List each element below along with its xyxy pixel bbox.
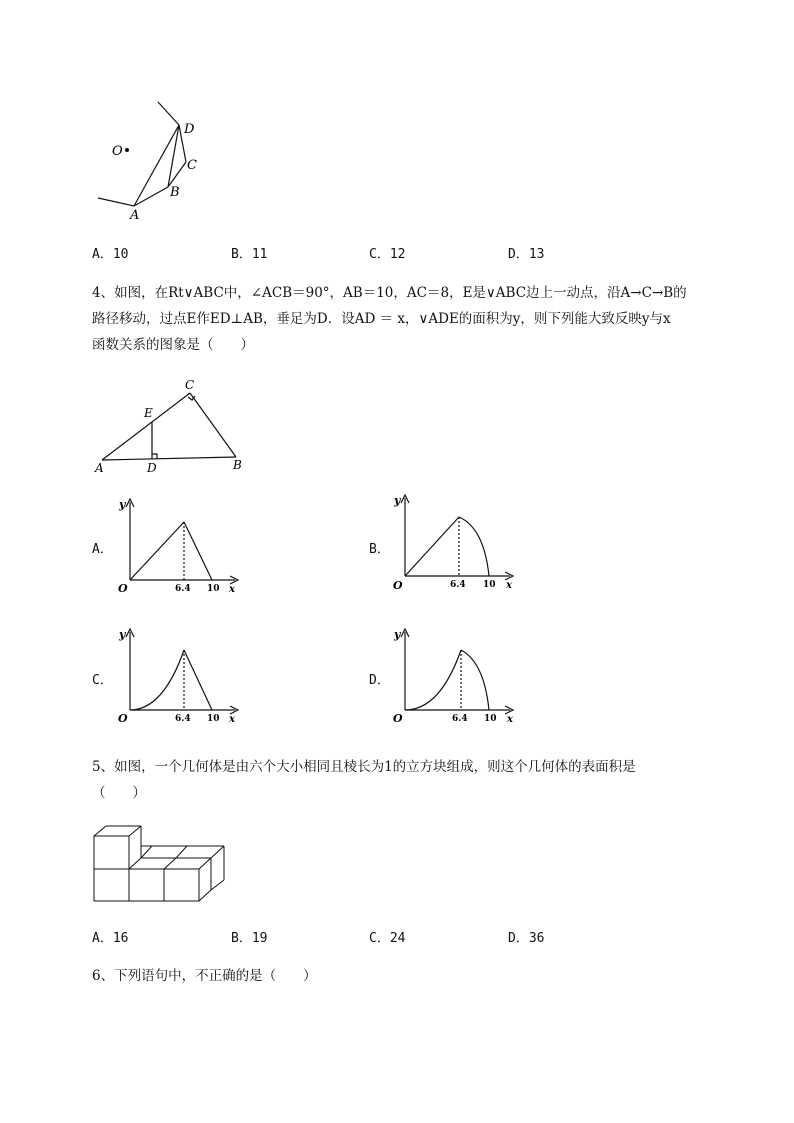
q4-line-3: 函数关系的图象是（ ）: [92, 337, 254, 353]
q4-graph-a-x-label: x: [229, 584, 235, 595]
q5-choice-b[interactable]: B．19: [231, 931, 268, 946]
q4-graph-b-y-label: y: [394, 494, 401, 507]
q4-graph-c-tick1: 6.4: [175, 714, 191, 724]
q5-choice-a[interactable]: A．16: [92, 931, 129, 946]
q3-label-d: D: [184, 122, 195, 137]
q5-line-1: 5、如图，一个几何体是由六个大小相同且棱长为1的立方块组成，则这个几何体的表面积是: [92, 759, 636, 775]
q4-graph-d-y-label: y: [394, 628, 401, 641]
q4-graph-d-tick2: 10: [484, 714, 497, 724]
q4-graph-a-tick2: 10: [207, 584, 220, 594]
q5-cube-figure: [88, 820, 233, 906]
q4-choice-a[interactable]: A．: [92, 542, 113, 557]
q4-graph-c-x-label: x: [229, 714, 235, 725]
q4-graph-d: [388, 622, 523, 730]
q4-choice-c[interactable]: C．: [92, 673, 113, 688]
q4-label-a: A: [95, 461, 104, 475]
q4-graph-c-origin: O: [118, 712, 128, 725]
q4-graph-d-origin: O: [393, 712, 403, 725]
q4-graph-d-x-label: x: [507, 714, 513, 725]
q5-choice-c[interactable]: C．24: [369, 931, 406, 946]
q5-choice-d[interactable]: D．36: [508, 931, 545, 946]
q4-graph-b: [388, 488, 523, 596]
q4-graph-b-origin: O: [393, 579, 403, 592]
q3-label-c: C: [187, 158, 197, 173]
q3-label-b: B: [170, 185, 180, 200]
q4-choice-b[interactable]: B．: [369, 542, 390, 557]
q6-line-1: 6、下列语句中，不正确的是（ ）: [92, 968, 317, 984]
q6-stem: [92, 963, 752, 989]
q4-line-1: 4、如图，在Rt∨ABC中，∠ACB＝90°，AB＝10，AC＝8，E是∨ABC边上一动点，沿A→C→B的: [92, 285, 687, 301]
q4-graph-c-y-label: y: [119, 628, 126, 641]
q4-graph-b-tick1: 6.4: [450, 580, 466, 590]
q4-label-e: E: [144, 406, 153, 420]
q4-label-c: C: [185, 378, 195, 392]
q4-line-2: 路径移动，过点E作ED⊥AB，垂足为D．设AD ＝ x，∨ADE的面积为y，则下列能大致反映y与x: [92, 311, 671, 327]
q4-graph-b-x-label: x: [506, 580, 512, 591]
q3-choice-d[interactable]: D．13: [508, 247, 545, 262]
q3-choice-b[interactable]: B．11: [231, 247, 268, 262]
q5-stem: [92, 754, 752, 806]
q4-graph-a-origin: O: [118, 582, 128, 595]
q3-choice-a[interactable]: A．10: [92, 247, 129, 262]
q4-choice-d[interactable]: D．: [369, 673, 390, 688]
q4-graph-a-tick1: 6.4: [175, 584, 191, 594]
q4-graph-b-tick2: 10: [483, 580, 496, 590]
q4-label-d: D: [147, 461, 157, 475]
q4-graph-a: [113, 492, 248, 600]
q4-triangle-figure: [90, 375, 260, 475]
q3-label-a: A: [130, 208, 140, 223]
q3-choice-c[interactable]: C．12: [369, 247, 406, 262]
q4-graph-c-tick2: 10: [207, 714, 220, 724]
q3-label-o: O: [112, 144, 123, 159]
q4-label-b: B: [233, 458, 242, 472]
q4-graph-c: [113, 622, 248, 730]
q4-stem: [92, 280, 752, 358]
q3-figure: [90, 95, 220, 225]
q4-graph-d-tick1: 6.4: [452, 714, 468, 724]
q5-line-2: （ ）: [92, 785, 146, 801]
q4-graph-a-y-label: y: [119, 498, 126, 511]
